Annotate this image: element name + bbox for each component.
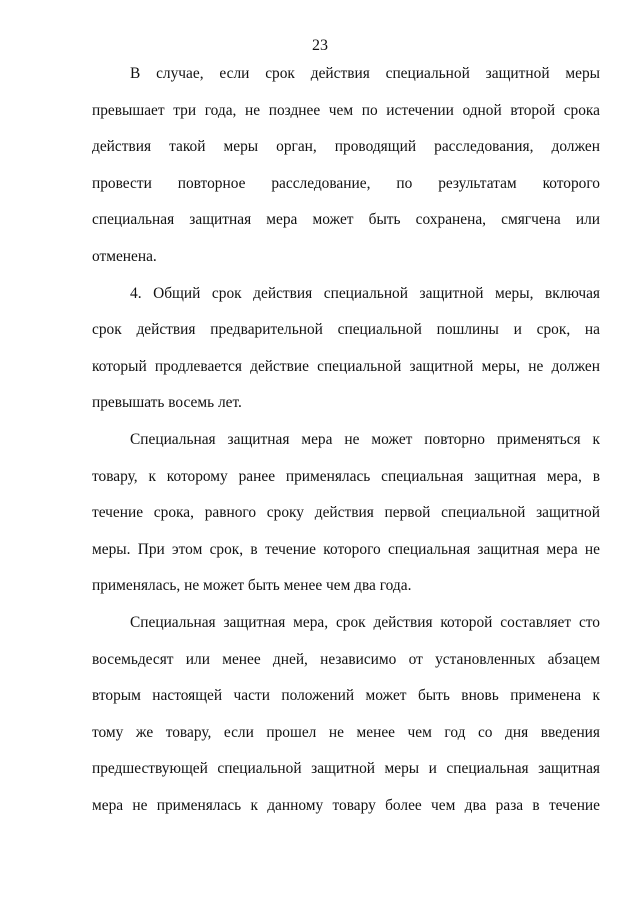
document-body bbox=[92, 56, 600, 824]
text-line: срок действия предварительной специальной пошлины и срок, на bbox=[92, 321, 600, 339]
text-line: мера не применялась к данному товару более чем два раза в течение bbox=[92, 796, 600, 814]
text-line: отменена. bbox=[92, 247, 157, 265]
text-line: В случае, если срок действия специальной защитной меры bbox=[130, 65, 600, 82]
text-line: восемьдесят или менее дней, независимо от установленных абзацем bbox=[92, 650, 600, 668]
paragraph-reapplication bbox=[92, 422, 600, 605]
text-line: Специальная защитная мера не может повторно применяться к bbox=[130, 430, 600, 448]
text-line: течение срока, равного сроку действия первой специальной защитной bbox=[92, 504, 600, 522]
text-line: товару, к которому ранее применялась специальная защитная мера, в bbox=[92, 467, 600, 485]
text-line: меры. При этом срок, в течение которого специальная защитная мера не bbox=[92, 540, 600, 558]
text-line: превышает три года, не позднее чем по истечении одной второй срока bbox=[92, 101, 600, 119]
paragraph-review-term bbox=[92, 56, 600, 276]
text-line: превышать восемь лет. bbox=[92, 394, 242, 412]
text-line: действия такой меры орган, проводящий расследования, должен bbox=[92, 138, 600, 156]
text-line: предшествующей специальной защитной меры и специальная защитная bbox=[92, 760, 600, 778]
text-line: специальная защитная мера может быть сохранена, смягчена или bbox=[92, 211, 600, 229]
text-line: который продлевается действие специальной защитной меры, не должен bbox=[92, 357, 600, 375]
text-line: применялась, не может быть менее чем два года. bbox=[92, 577, 412, 595]
text-line: тому же товару, если прошел не менее чем год со дня введения bbox=[92, 723, 600, 741]
text-line: Специальная защитная мера, срок действия которой составляет сто bbox=[130, 613, 600, 631]
page-number: 23 bbox=[312, 37, 328, 54]
paragraph-short-measure bbox=[92, 605, 600, 825]
text-line: провести повторное расследование, по результатам которого bbox=[92, 174, 600, 192]
text-line: 4. Общий срок действия специальной защитной меры, включая bbox=[130, 284, 600, 302]
paragraph-total-term bbox=[92, 276, 600, 422]
text-line: вторым настоящей части положений может быть вновь применена к bbox=[92, 687, 600, 705]
